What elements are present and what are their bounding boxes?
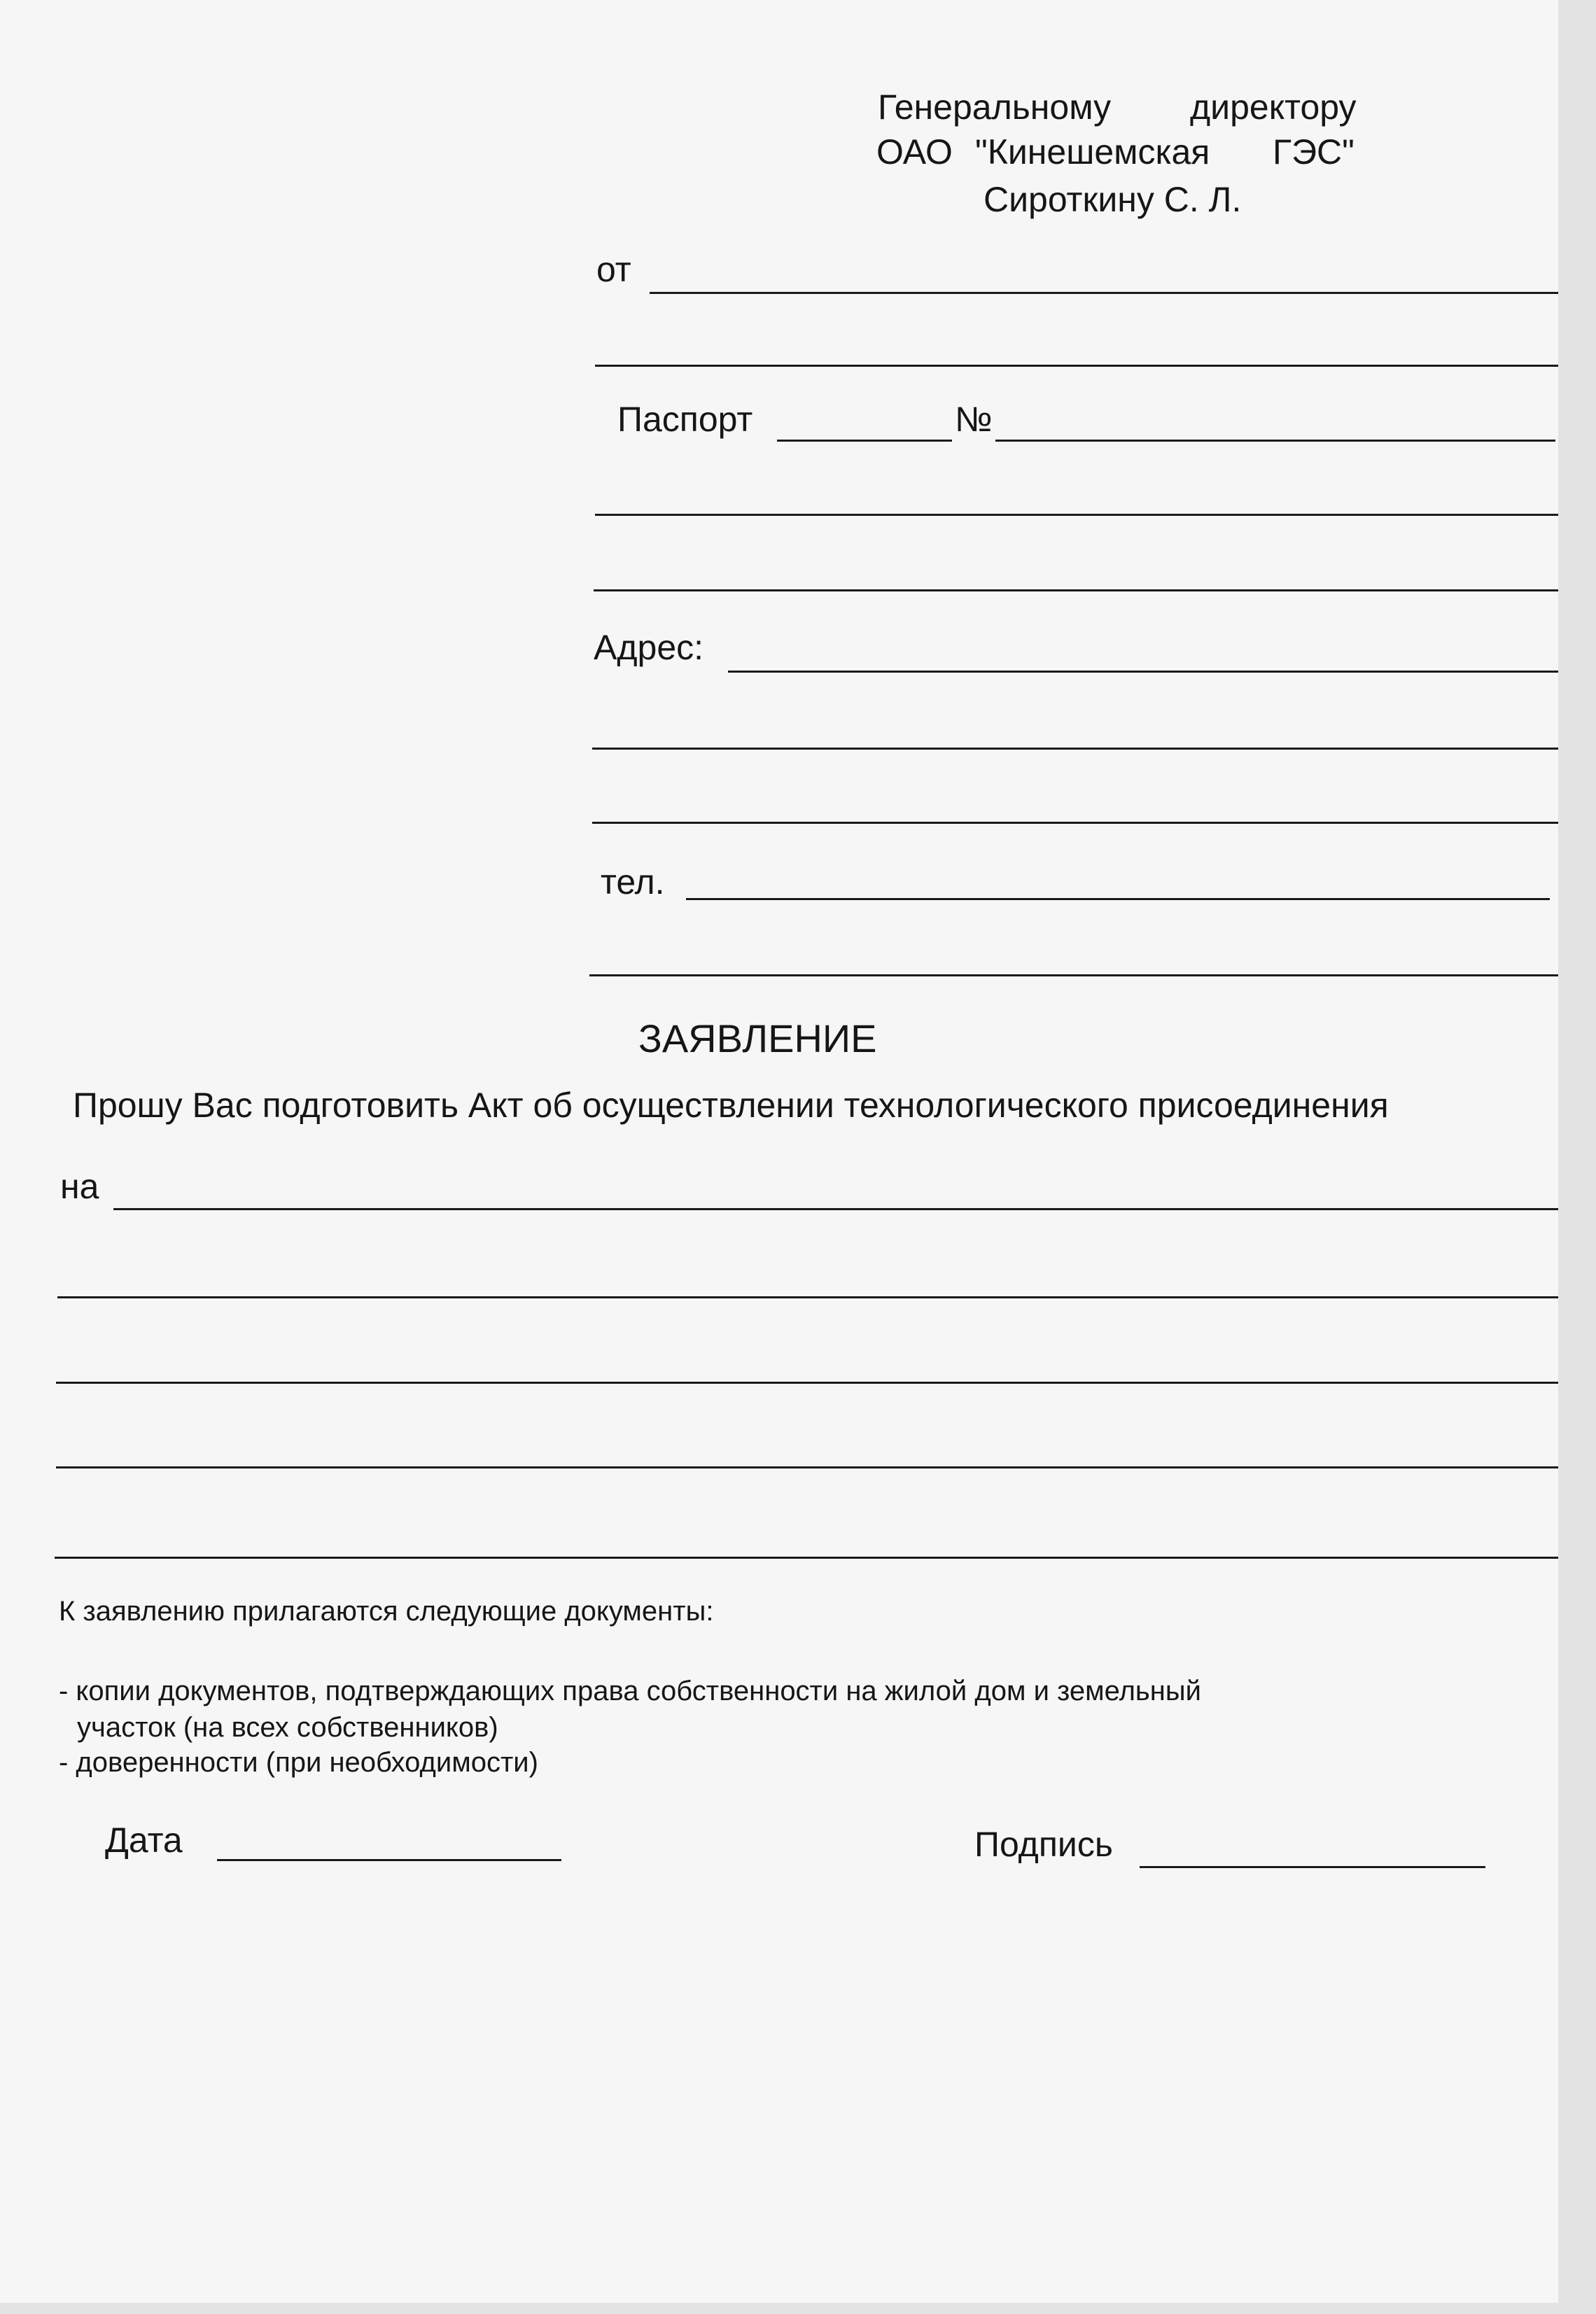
subject-line-2[interactable] — [57, 1296, 1558, 1298]
passport-number-line[interactable] — [995, 440, 1555, 442]
passport-number-label: № — [955, 400, 993, 439]
attachment-item-2: - доверенности (при необходимости) — [59, 1747, 538, 1778]
address-line-1[interactable] — [728, 671, 1558, 673]
passport-series-line[interactable] — [777, 440, 952, 442]
date-label: Дата — [105, 1821, 183, 1860]
address-label: Адрес: — [594, 628, 704, 667]
from-label: от — [596, 250, 631, 289]
subject-line-1[interactable] — [113, 1208, 1558, 1210]
addressee-line3: Сироткину С. Л. — [983, 180, 1242, 219]
scan-page-bottom-edge — [0, 2303, 1558, 2314]
addressee-line1-a: Генеральному — [878, 87, 1112, 127]
from-line[interactable] — [650, 292, 1558, 294]
phone-line-2[interactable] — [589, 974, 1558, 976]
passport-issued-line-1[interactable] — [595, 514, 1558, 516]
subject-line-4[interactable] — [56, 1466, 1558, 1468]
phone-label: тел. — [601, 862, 665, 902]
signature-line[interactable] — [1140, 1866, 1485, 1868]
subject-line-3[interactable] — [56, 1382, 1558, 1384]
attachment-item-1-line-2: участок (на всех собственников) — [77, 1712, 498, 1743]
addressee-line2-b: "Кинешемская — [975, 132, 1210, 171]
attachments-heading: К заявлению прилагаются следующие документы: — [59, 1596, 714, 1627]
date-line[interactable] — [217, 1859, 561, 1861]
scan-page-edge — [1558, 0, 1596, 2314]
signature-label: Подпись — [974, 1825, 1113, 1864]
document-title: ЗАЯВЛЕНИЕ — [638, 1016, 877, 1060]
from-line-2[interactable] — [595, 365, 1558, 367]
address-line-2[interactable] — [592, 748, 1558, 750]
passport-label: Паспорт — [617, 400, 753, 439]
subject-line-5[interactable] — [55, 1557, 1558, 1559]
passport-issued-line-2[interactable] — [594, 589, 1558, 591]
document-body: Прошу Вас подготовить Акт об осуществлении технологического присоединения — [73, 1086, 1389, 1125]
addressee-line1-b: директору — [1190, 87, 1357, 127]
attachment-item-1-line-1: - копии документов, подтверждающих права собственности на жилой дом и земельный — [59, 1676, 1201, 1706]
addressee-line2-a: ОАО — [876, 132, 953, 171]
address-line-3[interactable] — [592, 822, 1558, 824]
addressee-line2-c: ГЭС" — [1273, 132, 1354, 171]
on-label: на — [60, 1167, 99, 1206]
phone-line[interactable] — [686, 898, 1550, 900]
